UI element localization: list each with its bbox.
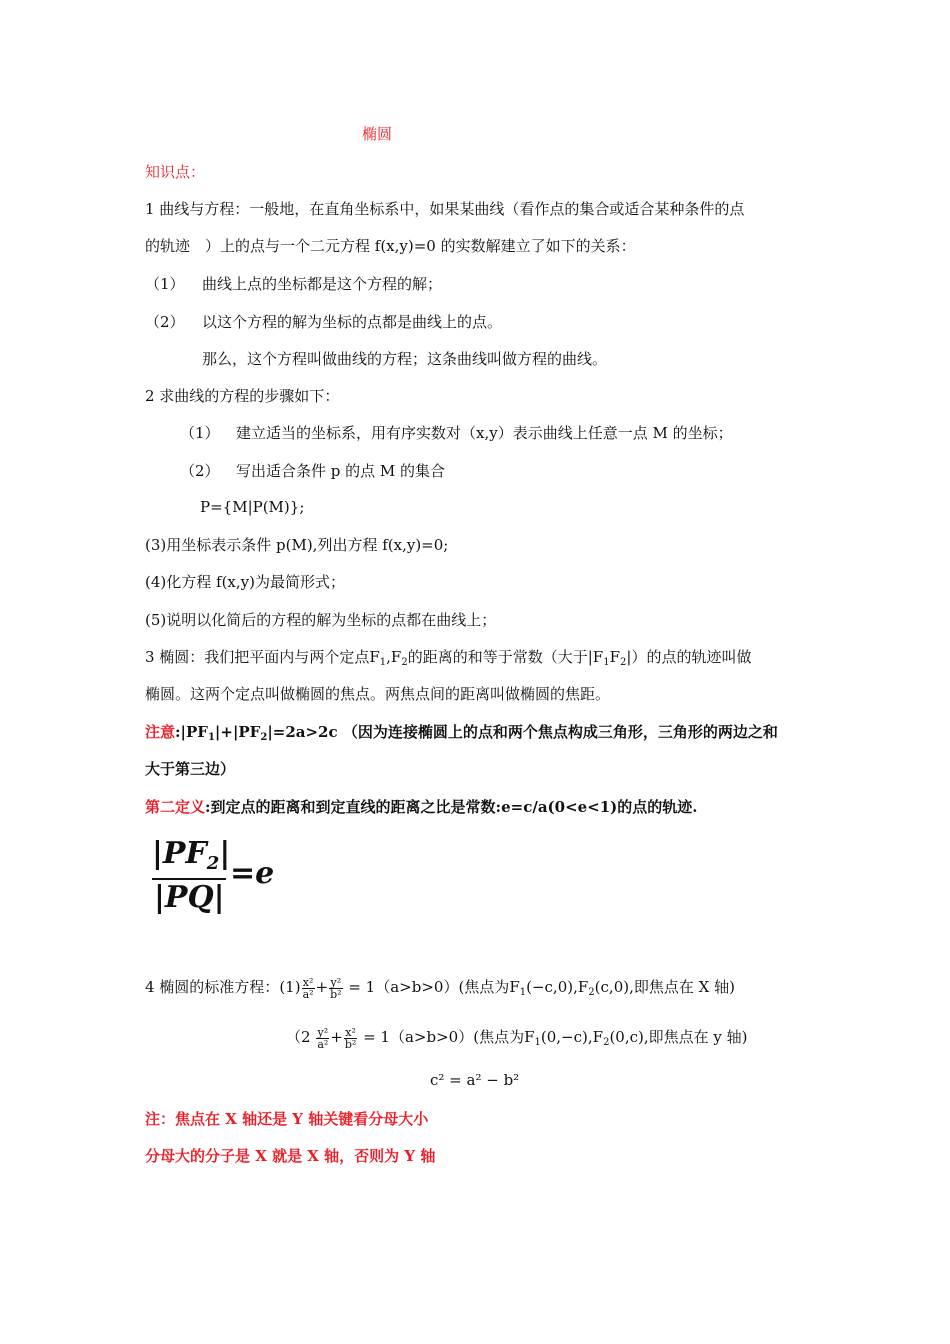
second-definition — [145, 797, 698, 817]
standard-equation-1: 4 椭圆的标准方程：(1) $\frac{\text{x²}}{\text{a²}}$ + $\frac{\text{y²}}{\text{b²}}$ = 1（a>b>0）(焦点为$F_1(-c,0),F_2(c,0)$,即焦点在 X 轴) — [145, 975, 735, 1001]
fraction-x2-a2: $\frac{\text{x²}}{\text{a²}}$ — [302, 975, 314, 1001]
section1-item1-text: 曲线上点的坐标都是这个方程的解； — [202, 275, 443, 293]
section2-step4: (4)化方程 f(x,y)为最简形式； — [145, 573, 345, 591]
section2-step1-text: 建立适当的坐标系，用有序实数对（x,y）表示曲线上任意一点 M 的坐标； — [236, 424, 733, 442]
focus-f1: $F_1$ — [369, 648, 387, 668]
section3-text-b: 的距离的和等于常数（大于 — [407, 648, 588, 666]
section4-prefix: 4 椭圆的标准方程： — [145, 978, 280, 996]
eccentricity-formula — [146, 834, 286, 924]
formula-denominator: |PQ| — [154, 880, 225, 915]
section2-step2-text: 写出适合条件 p 的点 M 的集合 — [236, 462, 446, 480]
section2-title: 2 求曲线的方程的步骤如下： — [145, 387, 340, 405]
section3-line1 — [145, 647, 751, 667]
focus-f2: $F_2$ — [390, 648, 408, 668]
comma: , — [386, 648, 391, 666]
second-definition-label: 第二定义 — [145, 798, 206, 816]
second-definition-text: :到定点的距离和到定直线的距离之比是常数:e=c/a(0<e<1)的点的轨迹. — [205, 798, 698, 816]
note-line1: 注意$:|PF_1|+|PF_2|=2a>2c$ （因为连接椭圆上的点和两个焦点构成三角形，三角形的两边之和 — [145, 723, 778, 743]
note-label: 注意 — [145, 723, 176, 741]
section1-conclusion: 那么，这个方程叫做曲线的方程；这条曲线叫做方程的曲线。 — [202, 350, 608, 368]
formula-equals-e: =e — [230, 856, 275, 891]
section1-item2-text: 以这个方程的解为坐标的点都是曲线上的点。 — [202, 313, 503, 331]
section1-item1-number: （1） — [145, 275, 185, 293]
section1-line1: 1 曲线与方程：一般地，在直角坐标系中，如果某曲线（看作点的集合或适合某种条件的点 — [145, 200, 745, 218]
focal-distance: $|F_1F_2|$ — [587, 648, 632, 668]
section2-step1-number: （1） — [180, 424, 220, 442]
page-title: 椭圆 — [362, 125, 393, 143]
note2-line2: 分母大的分子是 X 就是 X 轴，否则为 Y 轴 — [145, 1147, 436, 1165]
fraction-y2-a2: $\frac{\text{y²}}{\text{a²}}$ — [317, 1025, 329, 1051]
knowledge-label: 知识点： — [145, 163, 206, 181]
section2-set: P={M|P(M)}; — [200, 498, 305, 516]
section3-text-a: 3 椭圆：我们把平面内与两个定点 — [145, 648, 370, 666]
note-line2: 大于第三边） — [145, 760, 236, 778]
section3-line2: 椭圆。这两个定点叫做椭圆的焦点。两焦点间的距离叫做椭圆的焦距。 — [145, 685, 611, 703]
section2-step2-number: （2） — [180, 462, 220, 480]
section1-item2-number: （2） — [145, 313, 185, 331]
formula-numerator: $|PF_2|$ — [152, 836, 231, 874]
section2-step5: (5)说明以化简后的方程的解为坐标的点都在曲线上； — [145, 611, 497, 629]
focal-relation: c² = a² − b² — [430, 1071, 520, 1089]
standard-equation-2: （2 $\frac{\text{y²}}{\text{a²}}$ + $\frac{\text{x²}}{\text{b²}}$ = 1（a>b>0）(焦点为$F_1(0,-c),F_2(0,c)$,即焦点在 y 轴) — [286, 1025, 748, 1051]
note2-line1: 注：焦点在 X 轴还是 Y 轴关键看分母大小 — [145, 1110, 429, 1128]
section1-line2: 的轨迹 ）上的点与一个二元方程 f(x,y)=0 的实数解建立了如下的关系： — [145, 237, 636, 255]
section3-text-c: ）的点的轨迹叫做 — [631, 648, 752, 666]
fraction-y2-b2: $\frac{\text{y²}}{\text{b²}}$ — [330, 975, 342, 1001]
section2-step3: (3)用坐标表示条件 p(M),列出方程 f(x,y)=0; — [145, 536, 449, 554]
fraction-x2-b2: $\frac{\text{x²}}{\text{b²}}$ — [344, 1025, 357, 1051]
